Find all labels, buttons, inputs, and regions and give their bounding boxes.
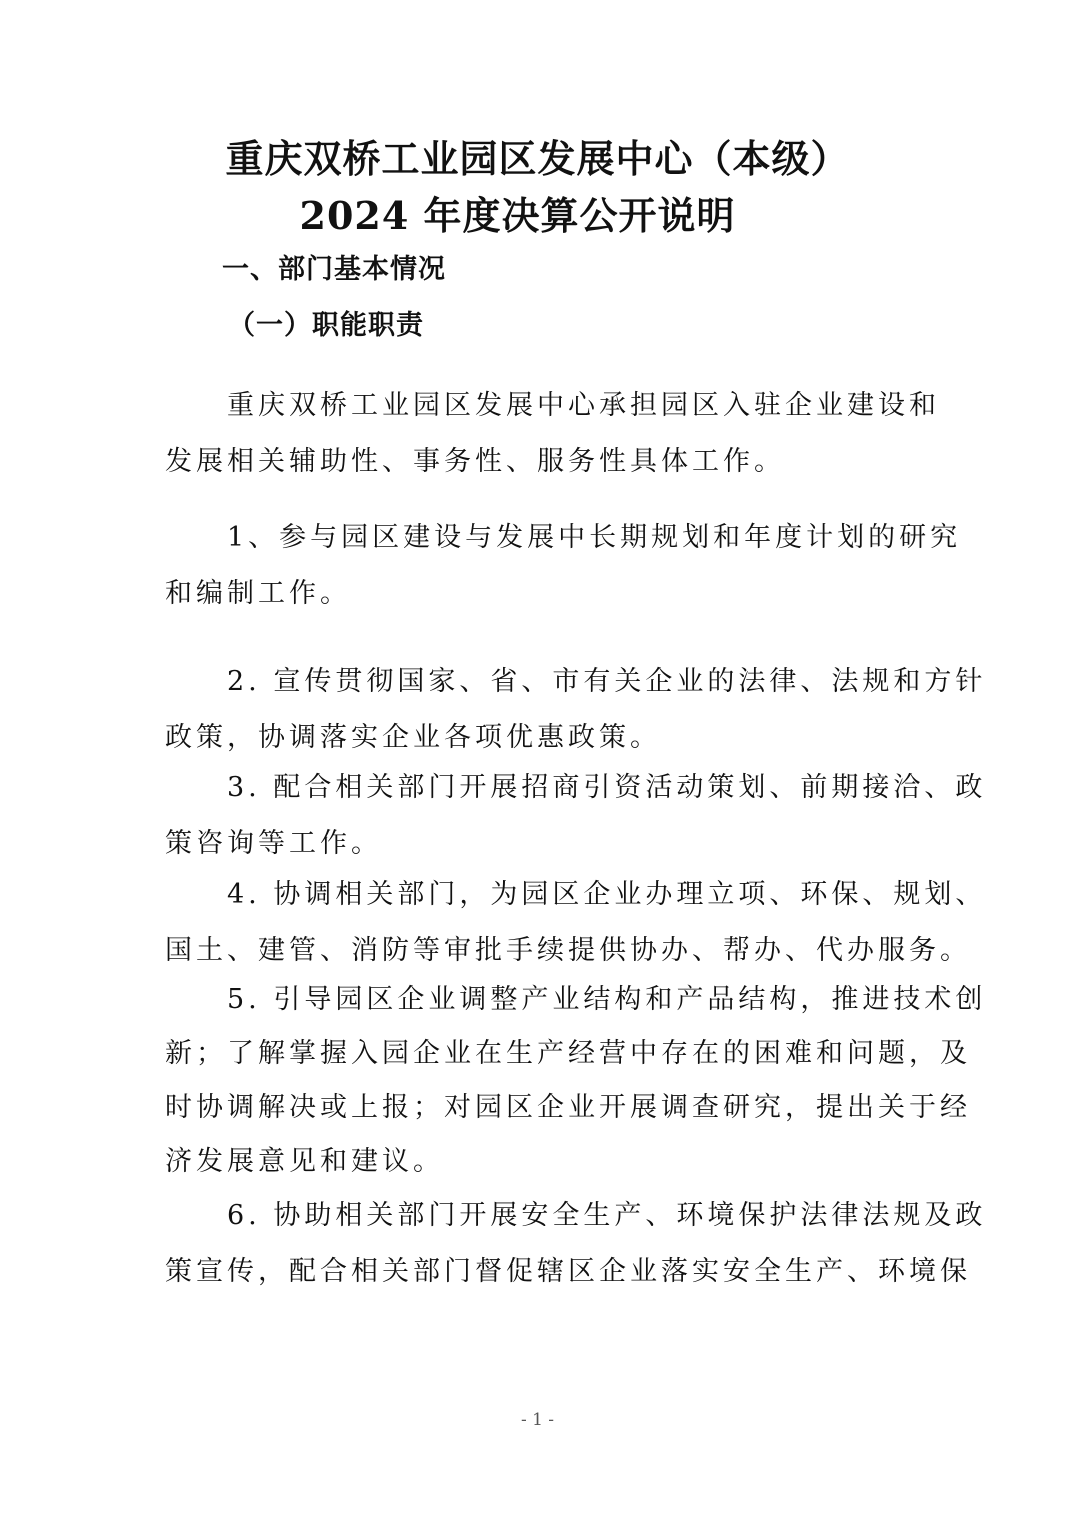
text-line: 济发展意见和建议。 (165, 1146, 444, 1177)
paragraph-duty-5 (165, 973, 987, 1189)
text-line: 国土、建管、消防等审批手续提供协办、帮办、代办服务。 (165, 935, 971, 966)
text-line: 1、参与园区建设与发展中长期规划和年度计划的研究 (165, 522, 962, 553)
paragraph-duty-6 (165, 1188, 987, 1300)
paragraph-duty-4 (165, 867, 987, 979)
text-line: 3. 配合相关部门开展招商引资活动策划、前期接洽、政 (165, 772, 987, 803)
document-title-line1: 重庆双桥工业园区发展中心（本级） (225, 136, 850, 181)
text-line: 时协调解决或上报；对园区企业开展调查研究，提出关于经 (165, 1092, 971, 1123)
text-line: 策咨询等工作。 (165, 828, 382, 859)
paragraph-duty-2 (165, 654, 987, 766)
text-line: 和编制工作。 (165, 578, 351, 609)
subsection-heading: （一）职能职责 (228, 310, 424, 341)
paragraph-duty-intro (165, 378, 940, 490)
text-line: 策宣传，配合相关部门督促辖区企业落实安全生产、环境保 (165, 1256, 971, 1287)
text-line: 重庆双桥工业园区发展中心承担园区入驻企业建设和 (165, 390, 940, 421)
text-line: 5. 引导园区企业调整产业结构和产品结构，推进技术创 (165, 984, 987, 1015)
page-number: - 1 - (520, 1410, 555, 1430)
text-line: 4. 协调相关部门，为园区企业办理立项、环保、规划、 (165, 879, 987, 910)
paragraph-duty-3 (165, 760, 987, 872)
paragraph-duty-1 (165, 510, 962, 622)
text-line: 发展相关辅助性、事务性、服务性具体工作。 (165, 446, 785, 477)
text-line: 政策，协调落实企业各项优惠政策。 (165, 722, 661, 753)
section-heading: 一、部门基本情况 (222, 254, 446, 285)
text-line: 新；了解掌握入园企业在生产经营中存在的困难和问题，及 (165, 1038, 971, 1069)
text-line: 6. 协助相关部门开展安全生产、环境保护法律法规及政 (165, 1200, 987, 1231)
text-line: 2. 宣传贯彻国家、省、市有关企业的法律、法规和方针 (165, 666, 987, 697)
document-title-line2: 2024 年度决算公开说明 (299, 193, 736, 238)
